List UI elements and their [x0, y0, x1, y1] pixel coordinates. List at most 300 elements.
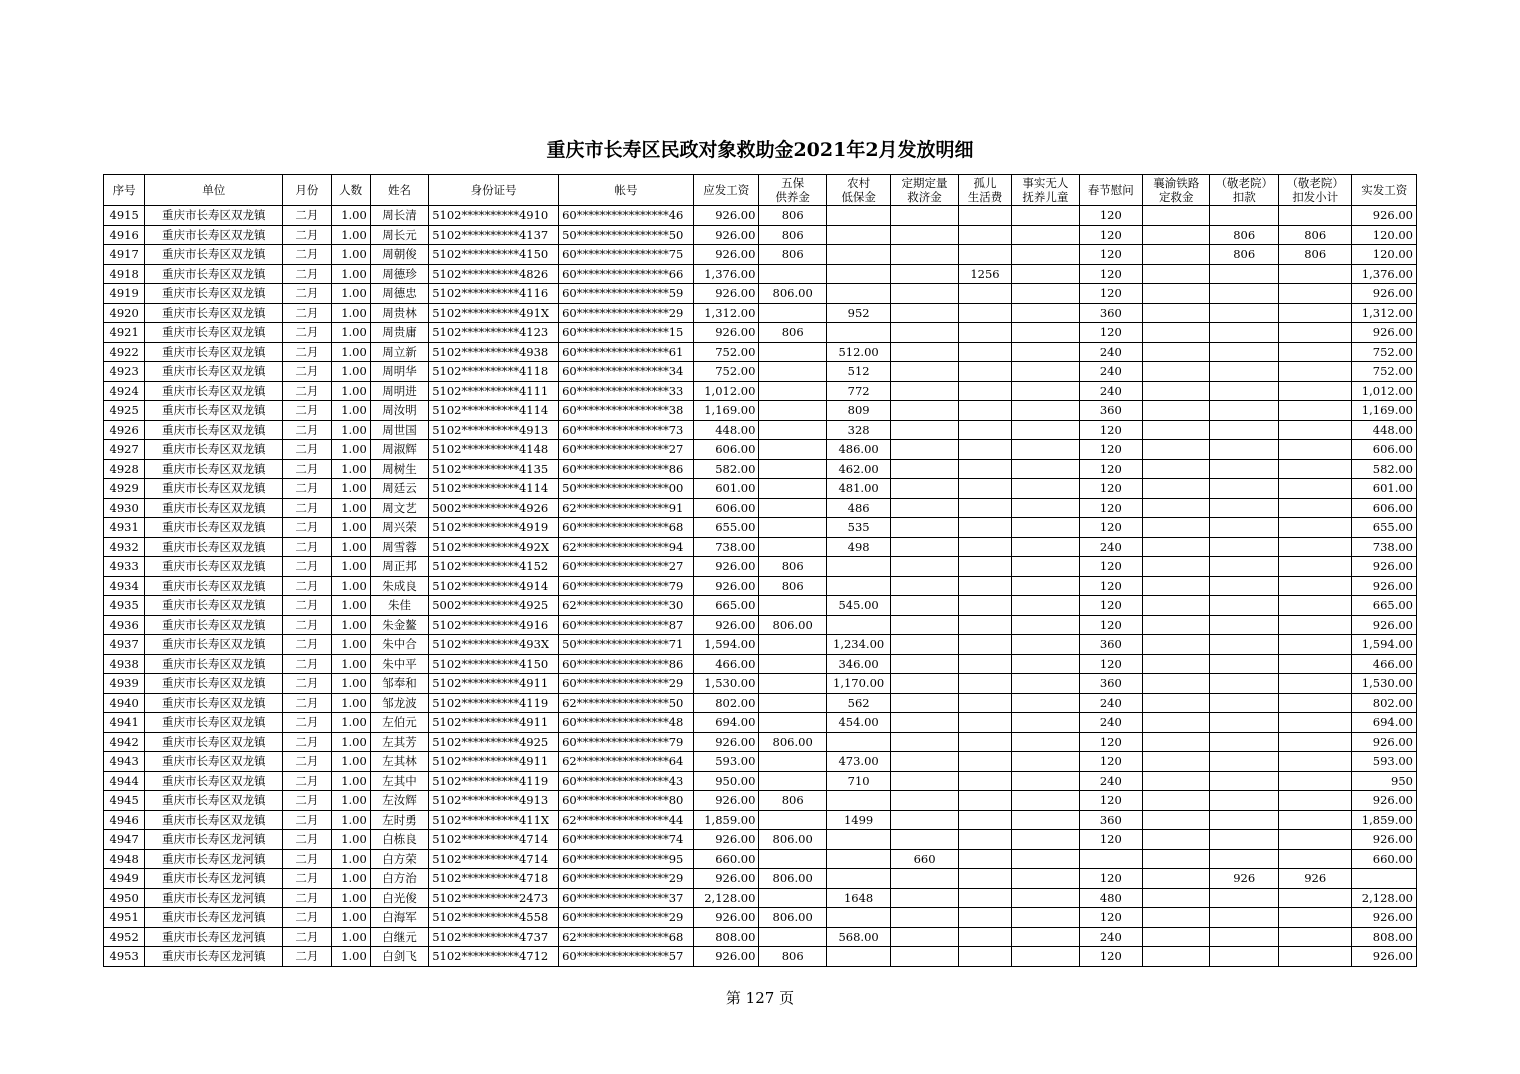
table-cell: 二月 — [283, 323, 331, 343]
column-header: 定期定量 救济金 — [891, 175, 958, 206]
table-cell: 60****************66 — [559, 264, 694, 284]
table-cell: 4952 — [104, 927, 145, 947]
table-row — [104, 615, 1417, 635]
table-cell — [1143, 557, 1210, 577]
table-cell: 606.00 — [694, 498, 759, 518]
column-header: 五保 供养金 — [759, 175, 826, 206]
table-cell — [891, 557, 958, 577]
table-cell: 重庆市长寿区双龙镇 — [145, 596, 283, 616]
table-cell — [1278, 401, 1352, 421]
table-cell: 5102**********4737 — [429, 927, 559, 947]
table-cell — [1143, 771, 1210, 791]
table-cell — [958, 225, 1011, 245]
table-cell: 重庆市长寿区双龙镇 — [145, 771, 283, 791]
table-row — [104, 927, 1417, 947]
table-cell: 二月 — [283, 401, 331, 421]
table-cell — [1210, 284, 1278, 304]
table-cell — [826, 225, 890, 245]
table-cell — [1278, 830, 1352, 850]
table-cell — [958, 869, 1011, 889]
table-cell — [891, 245, 958, 265]
table-cell — [759, 381, 826, 401]
table-cell — [1143, 537, 1210, 557]
table-cell: 806.00 — [759, 732, 826, 752]
table-cell: 601.00 — [694, 479, 759, 499]
table-cell — [1210, 206, 1278, 226]
table-row — [104, 674, 1417, 694]
table-row — [104, 771, 1417, 791]
table-cell: 5102**********411X — [429, 810, 559, 830]
table-cell: 120 — [1079, 752, 1142, 772]
table-cell — [958, 849, 1011, 869]
table-cell — [1278, 888, 1352, 908]
table-cell: 120 — [1079, 518, 1142, 538]
table-cell: 周世国 — [370, 420, 428, 440]
table-cell — [1143, 323, 1210, 343]
table-cell — [1143, 693, 1210, 713]
table-cell — [1210, 752, 1278, 772]
table-cell — [1143, 635, 1210, 655]
table-cell: 左其中 — [370, 771, 428, 791]
table-row — [104, 420, 1417, 440]
table-cell: 1.00 — [331, 947, 370, 967]
table-cell: 60****************29 — [559, 303, 694, 323]
table-cell: 白方荣 — [370, 849, 428, 869]
table-cell: 重庆市长寿区双龙镇 — [145, 225, 283, 245]
table-cell: 4939 — [104, 674, 145, 694]
table-cell: 62****************30 — [559, 596, 694, 616]
table-cell: 1.00 — [331, 206, 370, 226]
table-cell — [1012, 869, 1079, 889]
table-cell — [891, 927, 958, 947]
table-cell — [1210, 420, 1278, 440]
table-cell — [1278, 791, 1352, 811]
table-row — [104, 849, 1417, 869]
table-cell: 120 — [1079, 440, 1142, 460]
table-cell: 4944 — [104, 771, 145, 791]
table-cell — [1143, 206, 1210, 226]
table-cell — [1012, 713, 1079, 733]
table-cell: 重庆市长寿区双龙镇 — [145, 381, 283, 401]
table-cell: 926.00 — [694, 615, 759, 635]
table-cell: 62****************94 — [559, 537, 694, 557]
table-cell: 二月 — [283, 947, 331, 967]
table-cell: 4941 — [104, 713, 145, 733]
table-cell: 二月 — [283, 752, 331, 772]
table-cell: 二月 — [283, 284, 331, 304]
table-cell: 808.00 — [694, 927, 759, 947]
table-cell: 62****************44 — [559, 810, 694, 830]
table-cell — [958, 908, 1011, 928]
table-cell — [826, 732, 890, 752]
table-cell — [958, 323, 1011, 343]
table-cell: 926.00 — [1352, 615, 1417, 635]
table-cell: 重庆市长寿区双龙镇 — [145, 732, 283, 752]
table-cell: 5102**********4826 — [429, 264, 559, 284]
table-cell — [1352, 869, 1417, 889]
table-cell: 二月 — [283, 635, 331, 655]
table-cell: 4919 — [104, 284, 145, 304]
table-cell — [759, 654, 826, 674]
table-cell — [1143, 849, 1210, 869]
table-cell: 二月 — [283, 596, 331, 616]
table-cell: 60****************61 — [559, 342, 694, 362]
table-cell: 重庆市长寿区龙河镇 — [145, 849, 283, 869]
table-cell: 120 — [1079, 206, 1142, 226]
column-header: 农村 低保金 — [826, 175, 890, 206]
table-cell: 二月 — [283, 264, 331, 284]
table-cell: 1.00 — [331, 440, 370, 460]
table-cell: 593.00 — [694, 752, 759, 772]
table-cell — [826, 245, 890, 265]
table-cell: 5102**********4111 — [429, 381, 559, 401]
table-cell — [1012, 576, 1079, 596]
table-cell: 926.00 — [694, 245, 759, 265]
table-cell: 左时勇 — [370, 810, 428, 830]
table-cell — [1143, 732, 1210, 752]
table-cell: 二月 — [283, 713, 331, 733]
table-cell — [1143, 342, 1210, 362]
table-cell — [1278, 947, 1352, 967]
table-cell: 60****************73 — [559, 420, 694, 440]
column-header: 春节慰问 — [1079, 175, 1142, 206]
table-cell: 4917 — [104, 245, 145, 265]
table-cell: 重庆市长寿区双龙镇 — [145, 810, 283, 830]
table-cell — [891, 459, 958, 479]
table-cell: 5102**********4911 — [429, 752, 559, 772]
table-cell — [891, 674, 958, 694]
table-cell: 120 — [1079, 732, 1142, 752]
table-cell: 4926 — [104, 420, 145, 440]
table-cell: 926.00 — [694, 732, 759, 752]
table-cell: 926.00 — [1352, 576, 1417, 596]
table-cell: 60****************15 — [559, 323, 694, 343]
table-cell: 62****************68 — [559, 927, 694, 947]
table-cell — [891, 479, 958, 499]
table-cell: 926.00 — [694, 830, 759, 850]
table-cell: 1.00 — [331, 323, 370, 343]
table-cell: 60****************79 — [559, 576, 694, 596]
table-cell: 120 — [1079, 596, 1142, 616]
table-cell — [958, 596, 1011, 616]
table-cell: 1,012.00 — [694, 381, 759, 401]
table-cell: 重庆市长寿区龙河镇 — [145, 888, 283, 908]
table-cell: 4918 — [104, 264, 145, 284]
table-cell: 1.00 — [331, 791, 370, 811]
page-title: 重庆市长寿区民政对象救助金2021年2月发放明细 — [546, 139, 974, 161]
table-cell — [1143, 576, 1210, 596]
table-cell: 周明进 — [370, 381, 428, 401]
table-cell — [1143, 303, 1210, 323]
table-cell — [1012, 303, 1079, 323]
table-cell — [1012, 849, 1079, 869]
table-row — [104, 810, 1417, 830]
table-cell: 486.00 — [826, 440, 890, 460]
table-cell: 60****************86 — [559, 459, 694, 479]
table-cell: 重庆市长寿区龙河镇 — [145, 908, 283, 928]
table-row — [104, 401, 1417, 421]
table-cell — [1012, 342, 1079, 362]
table-cell — [1210, 908, 1278, 928]
table-row — [104, 713, 1417, 733]
table-cell — [891, 264, 958, 284]
table-cell — [1143, 420, 1210, 440]
table-cell — [1012, 615, 1079, 635]
table-cell: 二月 — [283, 654, 331, 674]
table-cell: 1.00 — [331, 888, 370, 908]
table-cell: 重庆市长寿区双龙镇 — [145, 420, 283, 440]
table-cell — [1278, 752, 1352, 772]
table-cell — [1210, 674, 1278, 694]
table-cell: 926 — [1278, 869, 1352, 889]
table-cell — [826, 791, 890, 811]
table-cell: 朱中合 — [370, 635, 428, 655]
table-cell: 694.00 — [694, 713, 759, 733]
table-cell — [891, 869, 958, 889]
table-cell — [1012, 264, 1079, 284]
table-cell: 240 — [1079, 771, 1142, 791]
table-cell: 120.00 — [1352, 225, 1417, 245]
table-cell — [759, 771, 826, 791]
table-cell — [1012, 225, 1079, 245]
table-cell — [1210, 440, 1278, 460]
table-cell — [1278, 420, 1352, 440]
table-cell: 1,376.00 — [1352, 264, 1417, 284]
table-cell: 926.00 — [694, 206, 759, 226]
table-cell: 120 — [1079, 869, 1142, 889]
table-cell — [759, 440, 826, 460]
table-cell — [1143, 615, 1210, 635]
table-cell: 660.00 — [1352, 849, 1417, 869]
table-cell — [1143, 381, 1210, 401]
column-header: 姓名 — [370, 175, 428, 206]
table-cell — [1210, 947, 1278, 967]
table-cell: 360 — [1079, 303, 1142, 323]
table-cell: 周兴荣 — [370, 518, 428, 538]
table-row — [104, 791, 1417, 811]
table-cell — [1210, 849, 1278, 869]
table-cell — [891, 401, 958, 421]
column-header: 实发工资 — [1352, 175, 1417, 206]
table-cell — [1012, 888, 1079, 908]
table-cell — [1210, 557, 1278, 577]
table-cell: 120 — [1079, 830, 1142, 850]
table-row — [104, 303, 1417, 323]
table-cell — [759, 693, 826, 713]
table-cell: 5102**********2473 — [429, 888, 559, 908]
table-cell: 重庆市长寿区双龙镇 — [145, 537, 283, 557]
table-cell: 1.00 — [331, 381, 370, 401]
table-cell: 二月 — [283, 245, 331, 265]
table-cell — [1278, 927, 1352, 947]
table-cell: 1.00 — [331, 264, 370, 284]
table-cell: 240 — [1079, 713, 1142, 733]
table-cell — [891, 206, 958, 226]
table-row — [104, 479, 1417, 499]
table-cell: 朱佳 — [370, 596, 428, 616]
table-cell — [1143, 654, 1210, 674]
table-cell: 120 — [1079, 420, 1142, 440]
table-cell: 重庆市长寿区双龙镇 — [145, 323, 283, 343]
table-cell: 806 — [759, 557, 826, 577]
table-cell: 60****************34 — [559, 362, 694, 382]
table-cell: 655.00 — [1352, 518, 1417, 538]
table-cell — [958, 693, 1011, 713]
table-cell — [958, 732, 1011, 752]
table-cell: 朱中平 — [370, 654, 428, 674]
table-cell: 1.00 — [331, 518, 370, 538]
table-row — [104, 245, 1417, 265]
table-cell: 481.00 — [826, 479, 890, 499]
table-cell — [1278, 596, 1352, 616]
table-cell — [1210, 693, 1278, 713]
table-cell: 5102**********4910 — [429, 206, 559, 226]
table-cell: 545.00 — [826, 596, 890, 616]
table-cell: 4943 — [104, 752, 145, 772]
table-cell — [1278, 635, 1352, 655]
table-cell: 806 — [759, 206, 826, 226]
table-cell — [1143, 752, 1210, 772]
table-cell — [1143, 713, 1210, 733]
table-cell: 60****************86 — [559, 654, 694, 674]
table-cell: 1,312.00 — [694, 303, 759, 323]
table-cell: 二月 — [283, 303, 331, 323]
table-cell — [958, 557, 1011, 577]
table-cell — [1012, 908, 1079, 928]
table-cell: 4946 — [104, 810, 145, 830]
table-cell — [759, 713, 826, 733]
table-cell: 二月 — [283, 576, 331, 596]
table-cell — [958, 498, 1011, 518]
table-cell — [759, 420, 826, 440]
table-cell: 655.00 — [694, 518, 759, 538]
table-cell: 4949 — [104, 869, 145, 889]
table-cell — [958, 362, 1011, 382]
table-cell: 周廷云 — [370, 479, 428, 499]
table-cell — [1210, 401, 1278, 421]
table-cell — [1278, 362, 1352, 382]
table-cell — [1278, 303, 1352, 323]
table-cell — [958, 518, 1011, 538]
table-cell: 60****************29 — [559, 869, 694, 889]
table-cell: 62****************64 — [559, 752, 694, 772]
table-cell — [1012, 323, 1079, 343]
table-cell — [759, 927, 826, 947]
table-cell — [1278, 206, 1352, 226]
table-cell: 952 — [826, 303, 890, 323]
table-cell: 50****************50 — [559, 225, 694, 245]
column-header: 序号 — [104, 175, 145, 206]
table-cell: 周明华 — [370, 362, 428, 382]
table-cell: 5102**********4114 — [429, 401, 559, 421]
table-cell — [1210, 342, 1278, 362]
table-cell: 4915 — [104, 206, 145, 226]
table-cell: 重庆市长寿区双龙镇 — [145, 635, 283, 655]
table-cell: 60****************48 — [559, 713, 694, 733]
table-cell: 240 — [1079, 342, 1142, 362]
table-cell — [759, 888, 826, 908]
table-cell: 4951 — [104, 908, 145, 928]
table-cell: 694.00 — [1352, 713, 1417, 733]
table-cell — [958, 654, 1011, 674]
table-cell: 772 — [826, 381, 890, 401]
table-cell: 二月 — [283, 498, 331, 518]
table-cell: 1.00 — [331, 693, 370, 713]
table-cell: 806 — [759, 245, 826, 265]
table-cell — [1210, 927, 1278, 947]
table-cell — [1278, 557, 1352, 577]
table-cell: 1,859.00 — [694, 810, 759, 830]
table-cell — [1210, 654, 1278, 674]
table-cell: 左伯元 — [370, 713, 428, 733]
table-cell: 462.00 — [826, 459, 890, 479]
table-cell: 60****************38 — [559, 401, 694, 421]
table-cell: 240 — [1079, 362, 1142, 382]
table-cell: 白方治 — [370, 869, 428, 889]
table-cell: 1499 — [826, 810, 890, 830]
table-cell — [958, 830, 1011, 850]
table-cell — [1143, 518, 1210, 538]
table-cell: 5102**********4114 — [429, 479, 559, 499]
table-cell: 二月 — [283, 908, 331, 928]
table-cell — [1278, 479, 1352, 499]
table-cell — [958, 947, 1011, 967]
table-cell: 二月 — [283, 927, 331, 947]
table-cell — [1143, 401, 1210, 421]
column-header: 月份 — [283, 175, 331, 206]
table-row — [104, 323, 1417, 343]
table-cell: 周长清 — [370, 206, 428, 226]
table-cell — [958, 791, 1011, 811]
table-cell: 4953 — [104, 947, 145, 967]
table-cell — [1210, 518, 1278, 538]
table-cell: 60****************27 — [559, 557, 694, 577]
table-row — [104, 537, 1417, 557]
table-cell — [1278, 732, 1352, 752]
table-cell: 4925 — [104, 401, 145, 421]
table-cell: 360 — [1079, 810, 1142, 830]
table-cell — [1278, 849, 1352, 869]
table-cell: 120 — [1079, 479, 1142, 499]
table-cell: 926.00 — [694, 225, 759, 245]
table-cell: 重庆市长寿区龙河镇 — [145, 869, 283, 889]
table-cell: 606.00 — [694, 440, 759, 460]
table-cell: 1.00 — [331, 654, 370, 674]
table-cell — [1143, 674, 1210, 694]
table-cell — [958, 479, 1011, 499]
table-cell: 4920 — [104, 303, 145, 323]
table-cell — [958, 303, 1011, 323]
table-cell — [1012, 498, 1079, 518]
table-cell: 1.00 — [331, 771, 370, 791]
table-cell: 60****************59 — [559, 284, 694, 304]
column-header: 孤儿 生活费 — [958, 175, 1011, 206]
table-cell — [1143, 479, 1210, 499]
table-cell: 120 — [1079, 615, 1142, 635]
table-cell: 二月 — [283, 693, 331, 713]
table-cell: 5102**********4718 — [429, 869, 559, 889]
table-cell: 重庆市长寿区双龙镇 — [145, 674, 283, 694]
table-cell: 1.00 — [331, 498, 370, 518]
table-cell: 5102**********491X — [429, 303, 559, 323]
table-cell: 1.00 — [331, 557, 370, 577]
table-cell — [1012, 420, 1079, 440]
table-cell: 重庆市长寿区龙河镇 — [145, 927, 283, 947]
table-row — [104, 206, 1417, 226]
table-cell: 738.00 — [694, 537, 759, 557]
table-cell: 60****************74 — [559, 830, 694, 850]
table-cell: 周汝明 — [370, 401, 428, 421]
